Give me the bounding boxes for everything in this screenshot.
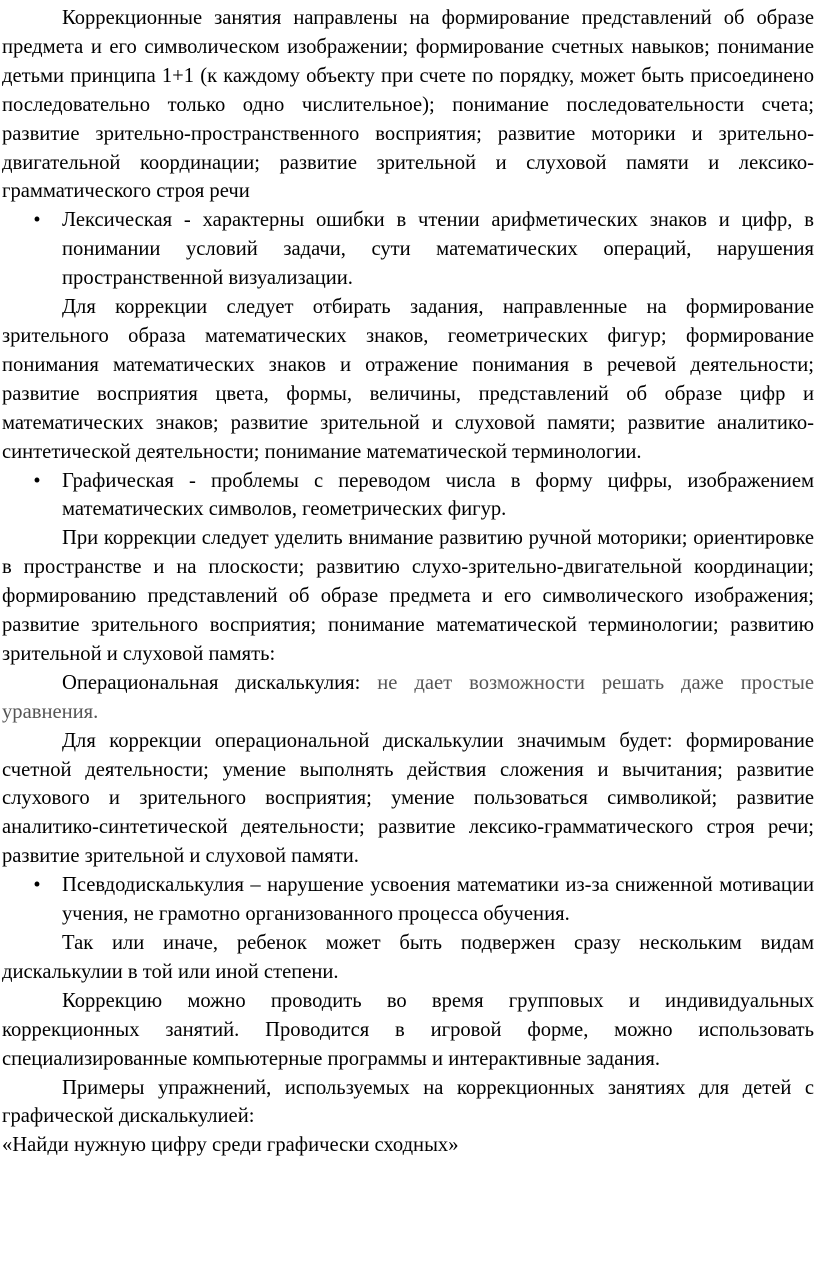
bullet-item-pseudo	[2, 871, 814, 929]
paragraph-correction-goals: Коррекционные занятия направлены на формирование представлений об образе предмета и его символическом изображении; формирование счетных навыков; понимание детьми принципа 1+1 (к каждому объекту при счете по порядку, может быть присоединено последовательно только одно числительное); понимание последовательности счета; развитие зрительно-пространственного восприятия; развитие моторики и зрительно-двигательной координации; развитие зрительной и слуховой памяти и лексико-грамматического строя речи	[2, 7, 814, 203]
paragraph-examples-intro: Примеры упражнений, используемых на коррекционных занятиях для детей с графической дискалькулией:	[2, 1076, 814, 1128]
paragraph-correction-format: Коррекцию можно проводить во время групповых и индивидуальных коррекционных занятий. Проводится в игровой форме, можно использовать специализированные компьютерные программы и интерактивные задания.	[2, 989, 814, 1070]
paragraph-graphic-correction: При коррекции следует уделить внимание развитию ручной моторики; ориентировке в пространстве и на плоскости; развитию слухо-зрительно-двигательной координации; формированию представлений об образе предмета и его символического изображения; развитие зрительного восприятия; понимание математической терминологии; развитию зрительной и слуховой память:	[2, 527, 814, 665]
bullet-text-graphic: Графическая - проблемы с переводом числа в форму цифры, изображением математических символов, геометрических фигур.	[62, 469, 814, 521]
bullet-text-pseudo: Псевдодискалькулия – нарушение усвоения математики из-за сниженной мотивации учения, не грамотно организованного процесса обучения.	[62, 874, 814, 926]
paragraph-operational-correction: Для коррекции операциональной дискалькулии значимым будет: формирование счетной деятельности; умение выполнять действия сложения и вычитания; развитие слухового и зрительного восприятия; умение пользоваться символикой; развитие аналитико-синтетической деятельности; развитие лексико-грамматического строя речи; развитие зрительной и слуховой памяти.	[2, 729, 814, 868]
bullet-item-graphic	[2, 467, 814, 525]
bullet-icon: •	[33, 469, 41, 492]
paragraph-lexical-correction: Для коррекции следует отбирать задания, направленные на формирование зрительного образа математических знаков, геометрических фигур; формирование понимания математических знаков и отражение понимания в речевой деятельности; развитие восприятия цвета, формы, величины, представлений об образе цифр и математических знаков; развитие зрительной и слуховой памяти; развитие аналитико-синтетической деятельности; понимание математической терминологии.	[2, 296, 814, 463]
exercise-title: «Найди нужную цифру среди графически сходных»	[2, 1134, 459, 1157]
paragraph-operational	[2, 669, 814, 727]
operational-description: не дает возможности решать даже простые уравнения.	[2, 671, 814, 723]
operational-lead: Операциональная дискалькулия:	[62, 671, 361, 694]
bullet-item-lexical	[2, 206, 814, 293]
paragraph-multiple-types: Так или иначе, ребенок может быть подвержен сразу нескольким видам дискалькулии в той или иной степени.	[2, 932, 814, 983]
bullet-icon: •	[33, 874, 41, 897]
bullet-text-lexical: Лексическая - характерны ошибки в чтении арифметических знаков и цифр, в понимании условий задачи, сути математических операций, нарушения пространственной визуализации.	[62, 209, 814, 290]
bullet-icon: •	[33, 209, 41, 232]
